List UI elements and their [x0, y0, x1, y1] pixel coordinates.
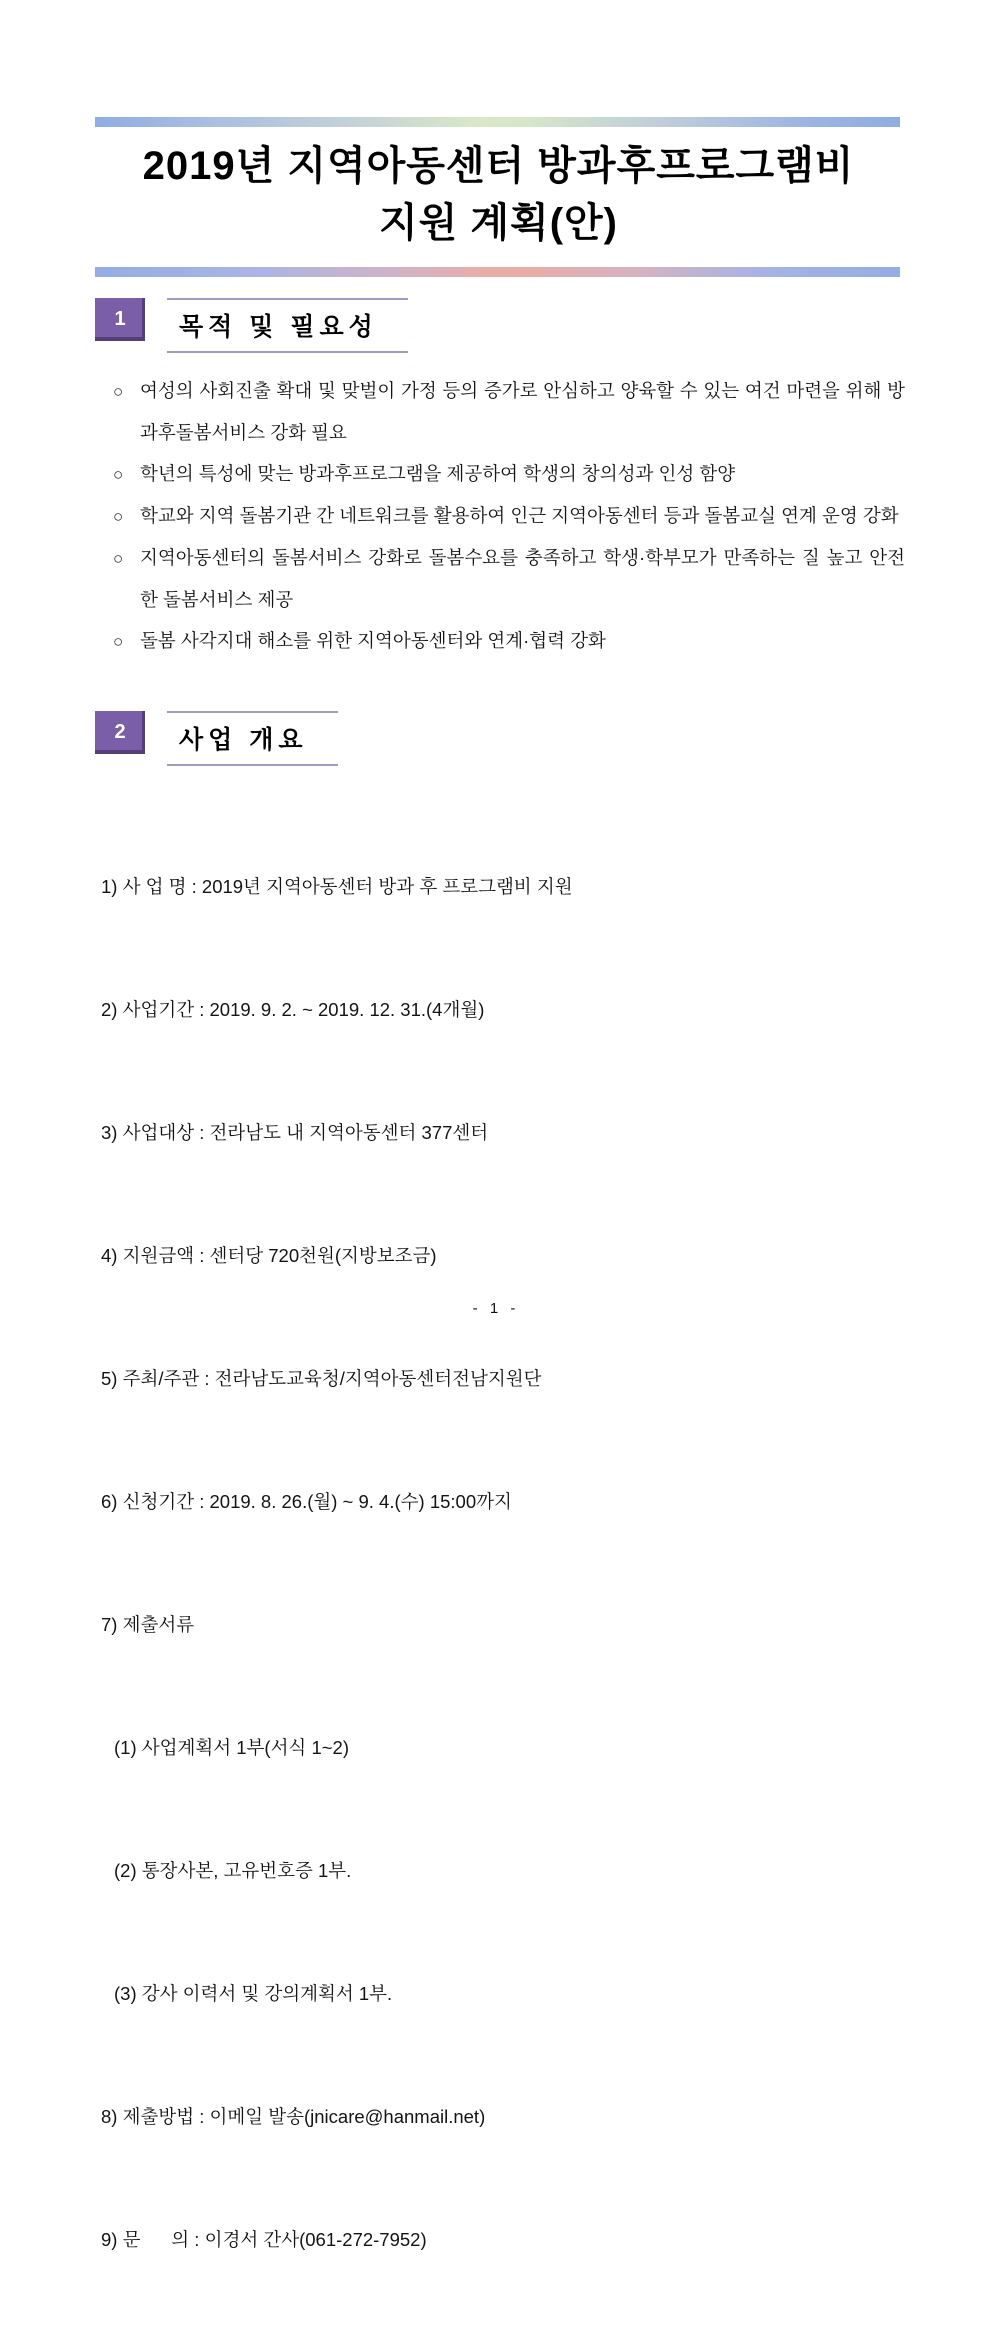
- document-title: [95, 138, 902, 252]
- list-subitem-instructor-resume: (3) 강사 이력서 및 강의계획서 1부.: [114, 1983, 393, 2004]
- section-2-header: [95, 711, 902, 766]
- section-1-bullet-list: [113, 370, 905, 662]
- section-1-title: 목적 및 필요성: [167, 298, 408, 353]
- circle-bullet-icon: ○: [113, 465, 124, 484]
- bullet-text: 돌봄 사각지대 해소를 위한 지역아동센터와 연계·협력 강화: [140, 630, 606, 651]
- document-title-line1: 2019년 지역아동센터 방과후프로그램비: [142, 144, 855, 188]
- bullet-text: 학교와 지역 돌봄기관 간 네트워크를 활용하여 인근 지역아동센터 등과 돌봄교실 연계 운영 강화: [140, 505, 899, 526]
- list-item-contact: 9) 문 의 : 이경서 간사(061-272-7952): [101, 2229, 427, 2250]
- list-subitem-bankbook-copy: (2) 통장사본, 고유번호증 1부.: [114, 1860, 352, 1881]
- circle-bullet-icon: ○: [113, 382, 124, 401]
- bullet-text: 학년의 특성에 맞는 방과후프로그램을 제공하여 학생의 창의성과 인성 함양: [140, 463, 736, 484]
- list-item-project-period: 2) 사업기간 : 2019. 9. 2. ~ 2019. 12. 31.(4개월): [101, 999, 485, 1020]
- list-item-required-documents: 7) 제출서류: [101, 1614, 195, 1635]
- circle-bullet-icon: ○: [113, 507, 124, 526]
- bullet-item: [113, 495, 905, 537]
- bullet-item: [113, 537, 905, 620]
- circle-bullet-icon: ○: [113, 549, 124, 568]
- list-item-host-organizer: 5) 주최/주관 : 전라남도교육청/지역아동센터전남지원단: [101, 1368, 542, 1389]
- title-bottom-gradient-bar: [95, 267, 900, 277]
- bullet-item: [113, 453, 905, 495]
- document-title-line2: 지원 계획(안): [379, 201, 618, 245]
- bullet-text: 지역아동센터의 돌봄서비스 강화로 돌봄수요를 충족하고 학생·학부모가 만족하는 질 높고 안전한 돌봄서비스 제공: [140, 547, 905, 610]
- bullet-text: 여성의 사회진출 확대 및 맞벌이 가정 등의 증가로 안심하고 양육할 수 있는 여건 마련을 위해 방과후돌봄서비스 강화 필요: [140, 380, 905, 443]
- list-item-application-period: 6) 신청기간 : 2019. 8. 26.(월) ~ 9. 4.(수) 15:00까지: [101, 1491, 512, 1512]
- section-1-header: [95, 298, 902, 353]
- list-item-project-name: 1) 사 업 명 : 2019년 지역아동센터 방과 후 프로그램비 지원: [101, 876, 573, 897]
- title-top-gradient-bar: [95, 117, 900, 127]
- section-1-number-badge: 1: [95, 298, 145, 341]
- section-2-number-badge: 2: [95, 711, 145, 754]
- list-subitem-business-plan: (1) 사업계획서 1부(서식 1~2): [114, 1737, 349, 1758]
- bullet-item: [113, 620, 905, 662]
- bullet-item: [113, 370, 905, 453]
- page-number: - 1 -: [472, 1300, 520, 1317]
- list-item-project-target: 3) 사업대상 : 전라남도 내 지역아동센터 377센터: [101, 1122, 489, 1143]
- circle-bullet-icon: ○: [113, 632, 124, 651]
- section-2-item-list: [101, 784, 907, 2342]
- section-2-title: 사업 개요: [167, 711, 338, 766]
- list-item-submission-method: 8) 제출방법 : 이메일 발송(jnicare@hanmail.net): [101, 2106, 486, 2127]
- list-item-support-amount: 4) 지원금액 : 센터당 720천원(지방보조금): [101, 1245, 437, 1266]
